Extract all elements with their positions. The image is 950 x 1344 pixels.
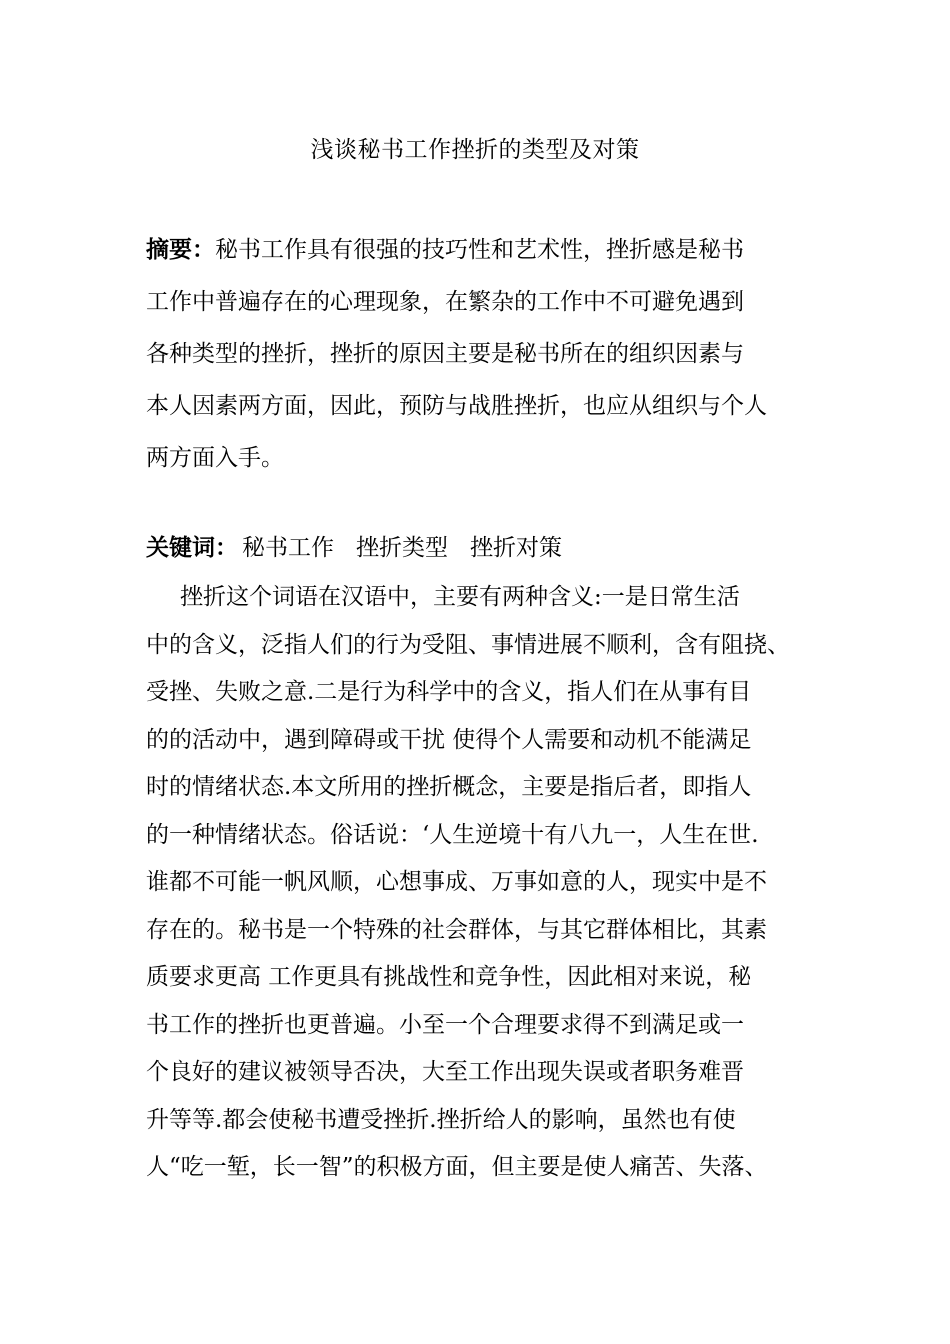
body-line: 挫折这个词语在汉语中，主要有两种含义:一是日常生活	[180, 584, 740, 610]
body-line: 受挫、失败之意.二是行为科学中的含义，指人们在从事有目	[146, 679, 752, 705]
keywords-label: 关键词：	[146, 534, 238, 561]
document-title: 浅谈秘书工作挫折的类型及对策	[310, 137, 640, 163]
abstract-section	[146, 224, 810, 484]
body-line: 中的含义，泛指人们的行为受阻、事情进展不顺利，含有阻挠、	[146, 631, 790, 658]
abstract-line: 两方面入手。	[146, 445, 284, 471]
keyword-item: 挫折类型	[356, 535, 448, 561]
body-line: 的的活动中，遇到障碍或干扰 使得个人需要和动机不能满足	[146, 726, 752, 753]
body-line: 升等等.都会使秘书遭受挫折.挫折给人的影响，虽然也有使	[146, 1106, 736, 1133]
abstract-label: 摘要：	[146, 236, 215, 263]
abstract-line: 本人因素两方面，因此，预防与战胜挫折，也应从组织与个人	[146, 393, 767, 419]
abstract-text: 秘书工作具有很强的技巧性和艺术性，挫折感是秘书	[215, 237, 744, 263]
body-line: 书工作的挫折也更普遍。小至一个合理要求得不到满足或一	[146, 1011, 744, 1038]
keyword-item: 挫折对策	[470, 535, 562, 561]
body-line: 质要求更高 工作更具有挑战性和竞争性，因此相对来说，秘	[146, 964, 752, 990]
abstract-line: 各种类型的挫折，挫折的原因主要是秘书所在的组织因素与	[146, 341, 744, 367]
keywords-section	[146, 526, 810, 570]
body-line: 个良好的建议被领导否决，大至工作出现失误或者职务难晋	[146, 1059, 744, 1085]
body-line: 谁都不可能一帆风顺，心想事成、万事如意的人，现实中是不	[146, 869, 767, 895]
body-line: 时的情绪状态.本文所用的挫折概念，主要是指后者，即指人	[146, 774, 752, 800]
body-paragraph	[146, 574, 826, 1192]
keyword-item: 秘书工作	[242, 535, 334, 561]
body-line: 存在的。秘书是一个特殊的社会群体，与其它群体相比，其素	[146, 916, 767, 943]
body-line: 人“吃一堑，长一智”的积极方面，但主要是使人痛苦、失落、	[146, 1154, 768, 1180]
body-line: 的一种情绪状态。俗话说：‘人生逆境十有八九一，人生在世.	[146, 821, 759, 848]
abstract-line: 工作中普遍存在的心理现象，在繁杂的工作中不可避免遇到	[146, 289, 744, 315]
abstract-line	[146, 224, 810, 276]
